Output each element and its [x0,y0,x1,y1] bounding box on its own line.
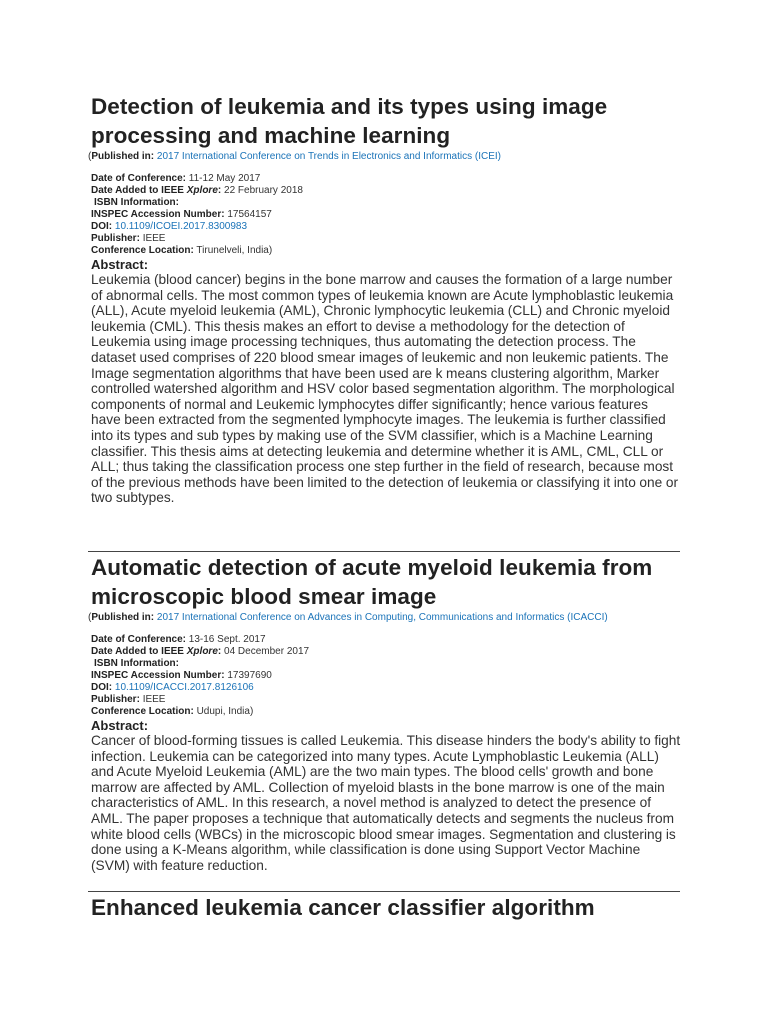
paper-metadata [91,173,681,257]
doi-link[interactable]: 10.1109/ICOEI.2017.8300983 [114,221,248,232]
location-label: Conference Location: [91,245,194,256]
conference-location [91,245,681,257]
published-prefix: ( [88,612,92,623]
date-added [91,646,681,658]
location-label: Conference Location: [91,706,194,717]
added-colon: : [217,185,222,196]
paper-title: Automatic detection of acute myeloid leukemia from microscopic blood smear image [91,555,653,609]
paper-entry-3 [91,893,681,922]
paper-metadata [91,634,681,718]
doi [91,221,681,233]
section-divider [88,551,680,552]
date-of-conference [91,634,681,646]
isbn-information [91,658,681,670]
inspec-label: INSPEC Accession Number: [91,670,225,681]
isbn-information [91,197,681,209]
publisher-value: IEEE [142,233,166,244]
section-divider [88,891,680,892]
doi-label: DOI: [91,221,113,232]
doi [91,682,681,694]
inspec-number [91,209,681,221]
publisher-label: Publisher: [91,233,140,244]
date-label: Date of Conference: [91,634,187,645]
added-label: Date Added to IEEE [91,646,187,657]
abstract-heading: Abstract: [91,718,149,733]
conference-location [91,706,681,718]
paper-title: Enhanced leukemia cancer classifier algorithm [91,895,595,920]
added-value: 04 December 2017 [224,646,310,657]
doi-link[interactable]: 10.1109/ICACCI.2017.8126106 [114,682,254,693]
abstract-text: Leukemia (blood cancer) begins in the bone marrow and causes the formation of a large number of abnormal cells. The most common types of leukemia known are Acute lymphoblastic leukemia (ALL), Acute myeloid leukemia (AML), Chronic lymphocytic leukemia (CLL) and Chronic myeloid leukemia (CML). This thesis makes an effort to devise a methodology for the detection of Leukemia using image processing techniques, thus automating the detection process. The dataset used comprises of 220 blood smear images of leukemic and non leukemic patients. The Image segmentation algorithms that have been used are k means clustering algorithm, Marker controlled watershed algorithm and HSV color based segmentation algorithm. The morphological components of normal and Leukemic lymphocytes differ significantly; hence various features have been extracted from the segmented lymphocyte images. The leukemia is further classified into its types and sub types by making use of the SVM classifier, which is a Machine Learning classifier. This thesis aims at detecting leukemia and determine whether it is AML, CML, CLL or ALL; thus taking the classification process one step further in the field of research, because most of the previous methods have been limited to the detection of leukemia or classifying it into one or two subtypes. [91,272,679,506]
inspec-number [91,670,681,682]
date-label: Date of Conference: [91,173,187,184]
publisher [91,233,681,245]
date-value: 13-16 Sept. 2017 [188,634,266,645]
date-value: 11-12 May 2017 [188,173,261,184]
paper-entry-1 [88,92,681,506]
inspec-label: INSPEC Accession Number: [91,209,225,220]
added-xplore: Xplore [186,646,218,657]
published-in [88,150,681,163]
abstract-text: Cancer of blood-forming tissues is called Leukemia. This disease hinders the body's ability to fight infection. Leukemia can be categorized into many types. Acute Lymphoblastic Leukemia (ALL) and Acute Myeloid Leukemia (AML) are the two main types. The blood cells' growth and bone marrow are affected by AML. Collection of myeloid blasts in the bone marrow is one of the main characteristics of AML. In this research, a novel method is analyzed to detect the presence of AML. The paper proposes a technique that automatically detects and segments the nucleus from white blood cells (WBCs) in the microscopic blood smear images. Segmentation and clustering is done using a K-Means algorithm, while classification is done using Support Vector Machine (SVM) with feature reduction. [91,733,681,873]
added-colon: : [217,646,222,657]
paper-title: Detection of leukemia and its types using image processing and machine learning [91,94,608,148]
published-label: Published in: [91,612,155,623]
published-prefix: ( [88,151,92,162]
date-of-conference [91,173,681,185]
publisher-label: Publisher: [91,694,140,705]
isbn-label: ISBN Information: [94,658,179,669]
conference-link[interactable]: 2017 International Conference on Trends in Electronics and Informatics (ICEI) [156,151,501,162]
location-value: Udupi, India) [196,706,254,717]
added-xplore: Xplore [186,185,218,196]
inspec-value: 17564157 [227,209,272,220]
inspec-value: 17397690 [227,670,272,681]
location-value: Tirunelveli, India) [196,245,273,256]
conference-link[interactable]: 2017 International Conference on Advances in Computing, Communications and Informatics (ICACCI) [156,612,608,623]
added-label: Date Added to IEEE [91,185,187,196]
publisher-value: IEEE [142,694,166,705]
date-added [91,185,681,197]
published-label: Published in: [91,151,155,162]
published-in [88,611,681,624]
isbn-label: ISBN Information: [94,197,179,208]
doi-label: DOI: [91,682,113,693]
publisher [91,694,681,706]
paper-entry-2 [88,553,681,873]
added-value: 22 February 2018 [224,185,303,196]
abstract-heading: Abstract: [91,257,149,272]
